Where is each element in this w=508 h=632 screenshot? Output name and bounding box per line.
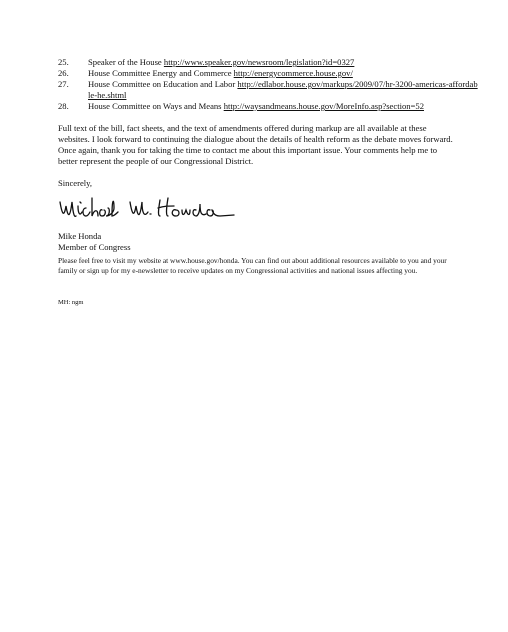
reference-label: Speaker of the House [88,57,164,67]
reference-link[interactable]: http://waysandmeans.house.gov/MoreInfo.asp?section=52 [223,101,424,111]
reference-link[interactable]: http://www.speaker.gov/newsroom/legislation?id=0327 [163,57,355,67]
reference-item [58,57,478,68]
body-paragraph: Full text of the bill, fact sheets, and the text of amendments offered during markup are all available at these websites. I look forward to continuing the dialogue about the details of health reform as the debate moves forward. Once again, thank you for taking the time to contact me about this important issue. Your comments help me to better represent the people of our Congressional District. [58,123,453,166]
reference-number: 26. [58,68,69,78]
handwritten-signature [56,192,236,226]
footer-paragraph: Please feel free to visit my website at www.house.gov/honda. You can find out about additional resources available to you and your family or sign up for my e-newsletter to receive updates on my Congressional activities and national issues affecting you. [58,256,447,275]
reference-item [58,101,478,112]
reference-item [58,68,478,79]
reference-number: 28. [58,101,69,111]
typist-initials: MH: ngm [58,299,84,306]
reference-link[interactable]: http://energycommerce.house.gov/ [233,68,353,78]
reference-number: 27. [58,79,69,89]
reference-label: House Committee on Education and Labor [88,79,238,89]
reference-label: House Committee on Ways and Means [88,101,224,111]
reference-number: 25. [58,57,69,67]
signer-block [58,231,131,253]
reference-label: House Committee Energy and Commerce [88,68,234,78]
signer-name: Mike Honda [58,231,102,241]
closing-salutation: Sincerely, [58,178,93,188]
reference-item [58,79,478,101]
reference-link[interactable]: http://edlabor.house.gov/markups/2009/07/hr-3200-americas-affordable-he.shtml [88,79,478,100]
signer-title: Member of Congress [58,242,131,252]
reference-list [58,57,478,112]
